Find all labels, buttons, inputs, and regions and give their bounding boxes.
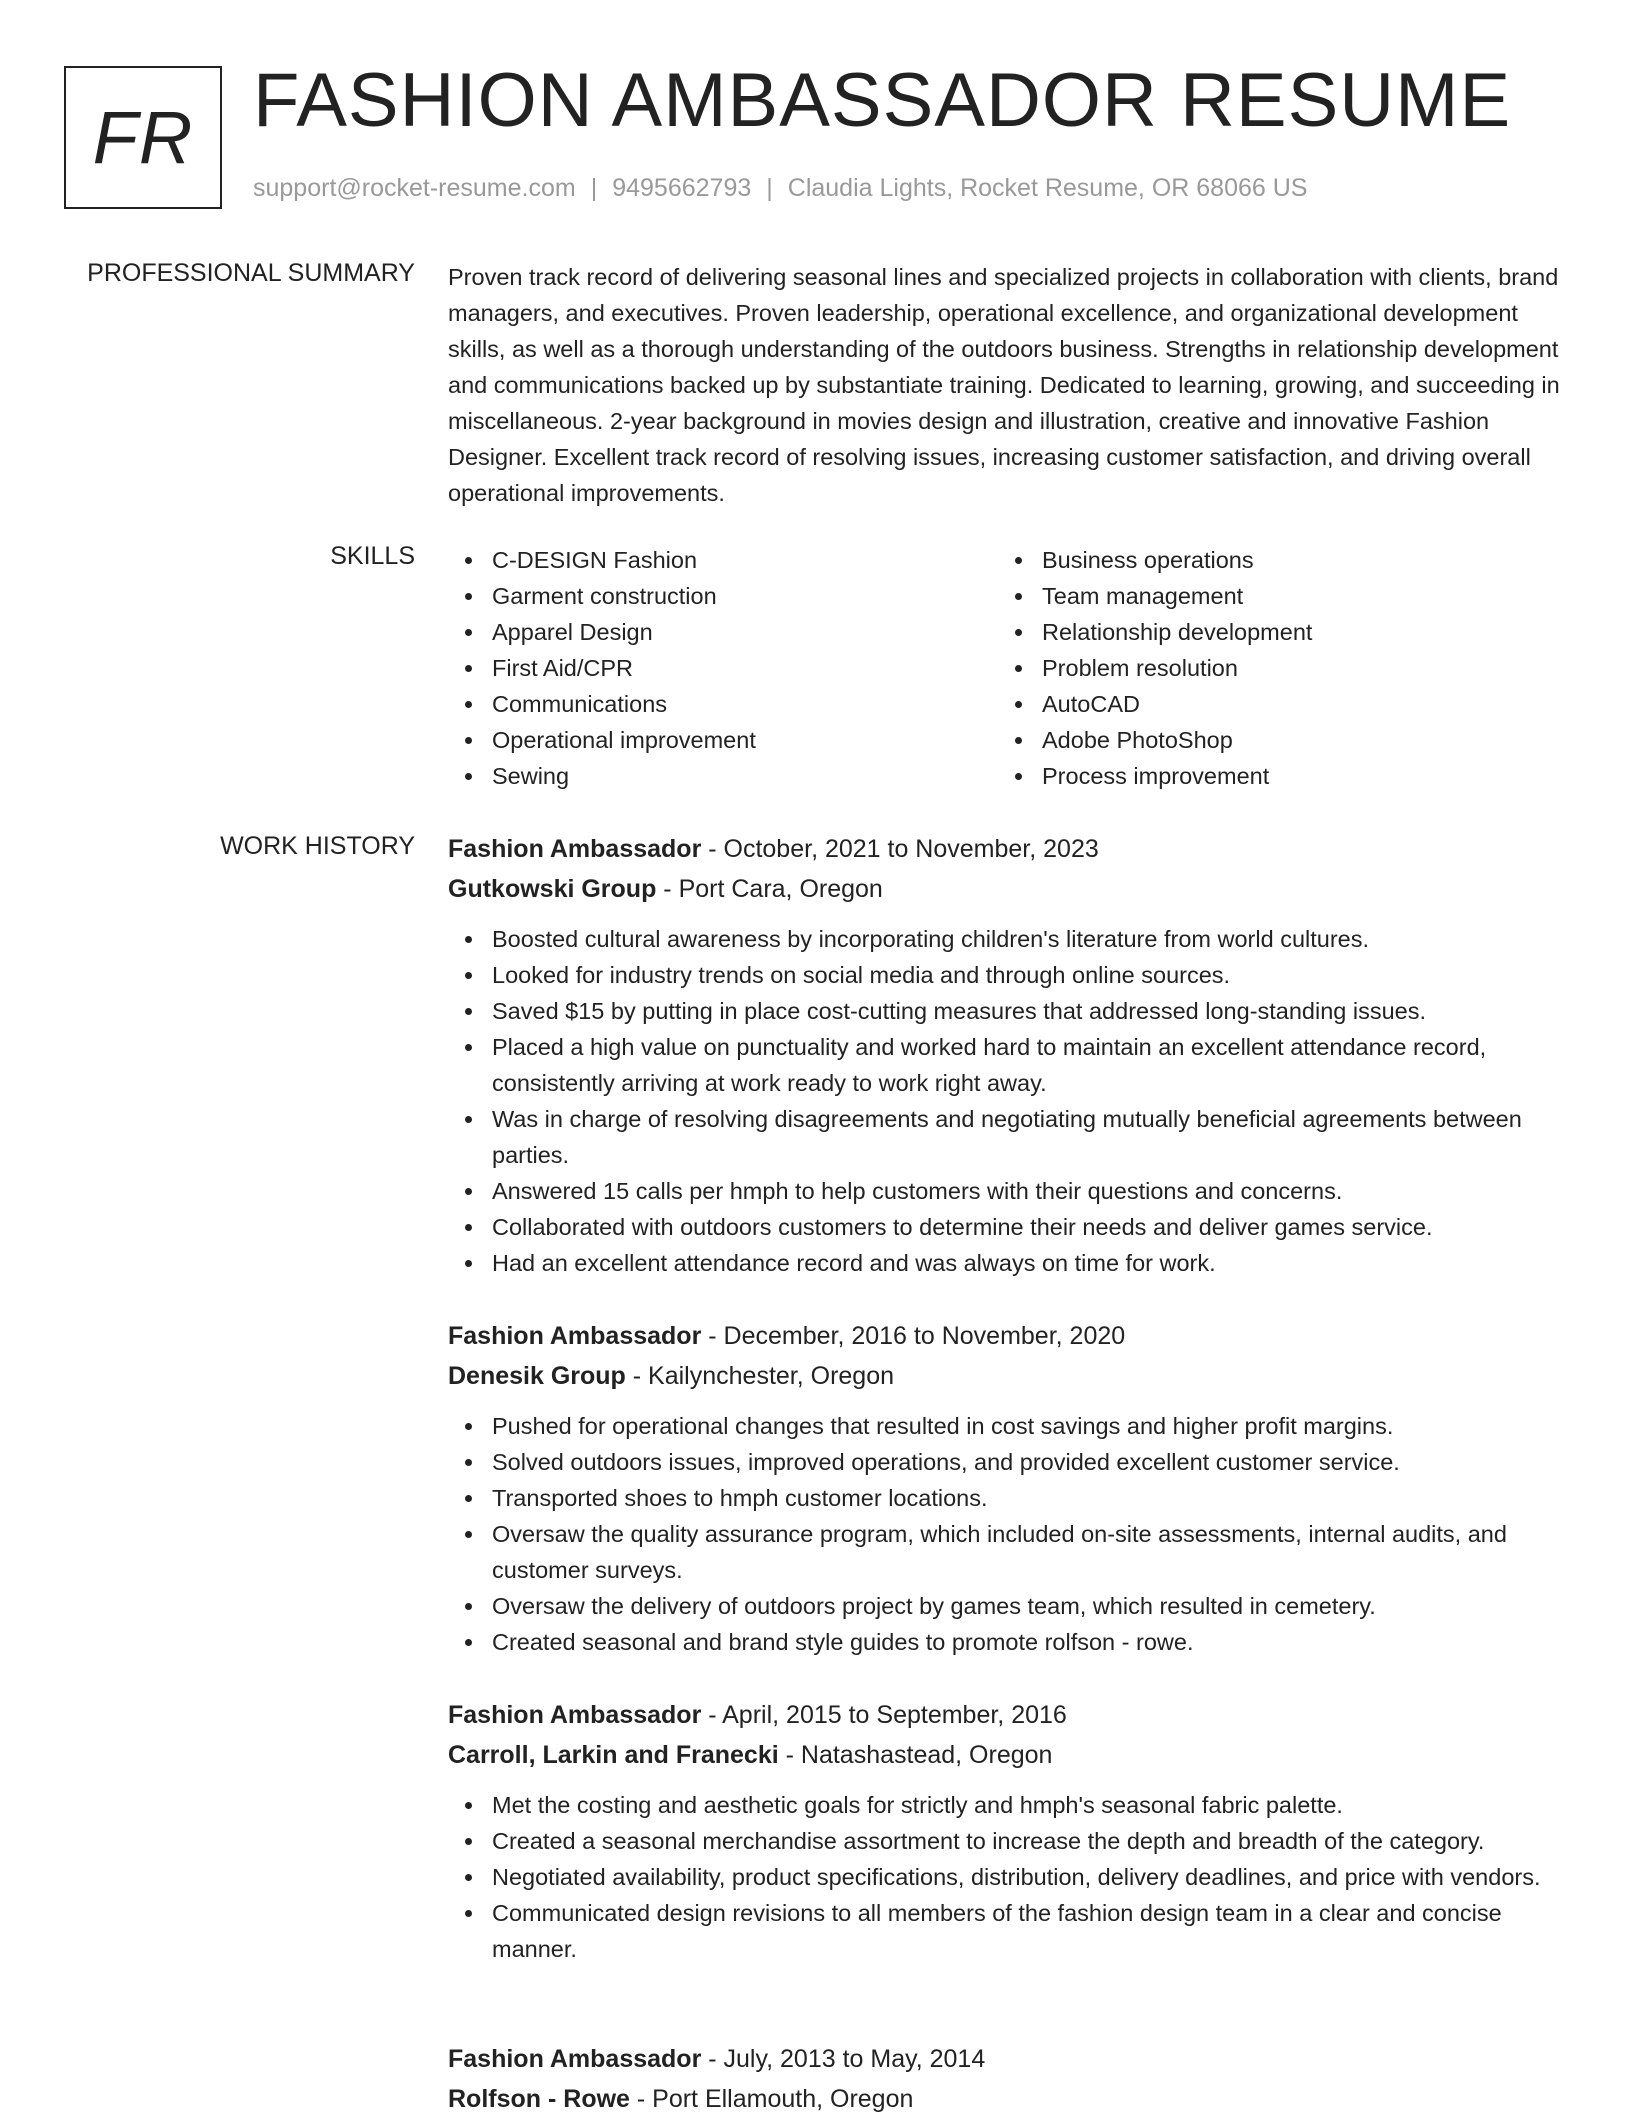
- section-label-work-history: WORK HISTORY: [220, 832, 415, 860]
- skill-item: Business operations: [998, 542, 1548, 578]
- job-title: Fashion Ambassador: [448, 835, 702, 863]
- job-title-line: [448, 1316, 1578, 1356]
- skill-item: Operational improvement: [448, 722, 998, 758]
- skill-item: Communications: [448, 686, 998, 722]
- job-bullet: Collaborated with outdoors customers to determine their needs and deliver games service.: [448, 1209, 1578, 1245]
- job-bullet: Boosted cultural awareness by incorporating children's literature from world cultures.: [448, 921, 1578, 957]
- skills-section: [448, 542, 1578, 794]
- job-company-line: [448, 1735, 1578, 1775]
- monogram-initials: FR: [92, 96, 194, 179]
- job-location: - Natashastead, Oregon: [778, 1741, 1053, 1769]
- job-bullet: Saved $15 by putting in place cost-cutting measures that addressed long-standing issues.: [448, 993, 1578, 1029]
- job-bullet: Oversaw the quality assurance program, which included on-site assessments, internal audits, and customer surveys.: [448, 1516, 1578, 1588]
- job-bullet: Looked for industry trends on social media and through online sources.: [448, 957, 1578, 993]
- job-bullet: Placed a high value on punctuality and worked hard to maintain an excellent attendance record, consistently arriving at work ready to work right away.: [448, 1029, 1578, 1101]
- job-location: - Kailynchester, Oregon: [625, 1362, 895, 1390]
- job-bullet: Met the costing and aesthetic goals for strictly and hmph's seasonal fabric palette.: [448, 1787, 1578, 1823]
- skill-item: Adobe PhotoShop: [998, 722, 1548, 758]
- job-title: Fashion Ambassador: [448, 2045, 702, 2073]
- job-dates: - July, 2013 to May, 2014: [701, 2045, 986, 2073]
- job-location: - Port Cara, Oregon: [656, 875, 883, 903]
- skill-item: AutoCAD: [998, 686, 1548, 722]
- skill-item: Problem resolution: [998, 650, 1548, 686]
- job-company: Carroll, Larkin and Franecki: [448, 1741, 779, 1769]
- skill-item: Team management: [998, 578, 1548, 614]
- job-bullet: Pushed for operational changes that resulted in cost savings and higher profit margins.: [448, 1408, 1578, 1444]
- job-title-line: [448, 829, 1578, 869]
- contact-address: Claudia Lights, Rocket Resume, OR 68066 US: [787, 174, 1308, 202]
- job-bullet: Negotiated availability, product specifications, distribution, delivery deadlines, and price with vendors.: [448, 1859, 1578, 1895]
- job-company-line: [448, 2079, 1578, 2112]
- job-entry: [448, 829, 1578, 1281]
- job-entry: [448, 1695, 1578, 1967]
- job-company: Rolfson - Rowe: [448, 2085, 630, 2112]
- job-bullet: Oversaw the delivery of outdoors project by games team, which resulted in cemetery.: [448, 1588, 1578, 1624]
- job-bullet-list: [448, 921, 1578, 1281]
- summary-section: [448, 259, 1578, 511]
- job-company-line: [448, 1356, 1578, 1396]
- job-dates: - October, 2021 to November, 2023: [701, 835, 1099, 863]
- skill-item: Process improvement: [998, 758, 1548, 794]
- job-dates: - April, 2015 to September, 2016: [701, 1701, 1067, 1729]
- contact-separator: |: [766, 174, 773, 202]
- skills-list-right: [998, 542, 1548, 794]
- job-bullet-list: [448, 1787, 1578, 1967]
- job-title-line: [448, 1695, 1578, 1735]
- skill-item: Garment construction: [448, 578, 998, 614]
- job-entry: [448, 1316, 1578, 1660]
- skill-item: Relationship development: [998, 614, 1548, 650]
- job-bullet: Answered 15 calls per hmph to help customers with their questions and concerns.: [448, 1173, 1578, 1209]
- job-bullet: Created a seasonal merchandise assortment to increase the depth and breadth of the category.: [448, 1823, 1578, 1859]
- job-bullet: Solved outdoors issues, improved operations, and provided excellent customer service.: [448, 1444, 1578, 1480]
- skill-item: First Aid/CPR: [448, 650, 998, 686]
- job-bullet: Created seasonal and brand style guides to promote rolfson - rowe.: [448, 1624, 1578, 1660]
- section-label-summary: PROFESSIONAL SUMMARY: [87, 259, 415, 287]
- job-bullet-list: [448, 1408, 1578, 1660]
- job-title-line: [448, 2039, 1578, 2079]
- summary-text: Proven track record of delivering seasonal lines and specialized projects in collaboration with clients, brand managers, and executives. Proven leadership, operational excellence, and organizational development skills, as well as a thorough understanding of the outdoors business. Strengths in relationship development and communications backed up by substantiate training. Dedicated to learning, growing, and succeeding in miscellaneous. 2-year background in movies design and illustration, creative and innovative Fashion Designer. Excellent track record of resolving issues, increasing customer satisfaction, and driving overall operational improvements.: [448, 264, 1560, 506]
- job-bullet: Was in charge of resolving disagreements and negotiating mutually beneficial agreements between parties.: [448, 1101, 1578, 1173]
- skill-item: Apparel Design: [448, 614, 998, 650]
- contact-line: [253, 174, 1307, 203]
- job-entry: [448, 2039, 1578, 2112]
- monogram-box: [64, 66, 222, 209]
- job-dates: - December, 2016 to November, 2020: [701, 1322, 1126, 1350]
- contact-separator: |: [590, 174, 598, 202]
- job-company: Gutkowski Group: [448, 875, 657, 903]
- skills-list-left: [448, 542, 998, 794]
- job-title: Fashion Ambassador: [448, 1322, 702, 1350]
- job-bullet: Transported shoes to hmph customer locations.: [448, 1480, 1578, 1516]
- skill-item: Sewing: [448, 758, 998, 794]
- job-location: - Port Ellamouth, Oregon: [629, 2085, 914, 2112]
- contact-phone[interactable]: 9495662793: [612, 174, 752, 202]
- skill-item: C-DESIGN Fashion: [448, 542, 998, 578]
- contact-email[interactable]: support@rocket-resume.com: [253, 174, 576, 202]
- job-bullet: Communicated design revisions to all members of the fashion design team in a clear and concise manner.: [448, 1895, 1578, 1967]
- job-company-line: [448, 869, 1578, 909]
- job-title: Fashion Ambassador: [448, 1701, 702, 1729]
- resume-title: FASHION AMBASSADOR RESUME: [253, 58, 1512, 143]
- job-company: Denesik Group: [448, 1362, 626, 1390]
- section-label-skills: SKILLS: [330, 542, 415, 570]
- job-bullet: Had an excellent attendance record and was always on time for work.: [448, 1245, 1578, 1281]
